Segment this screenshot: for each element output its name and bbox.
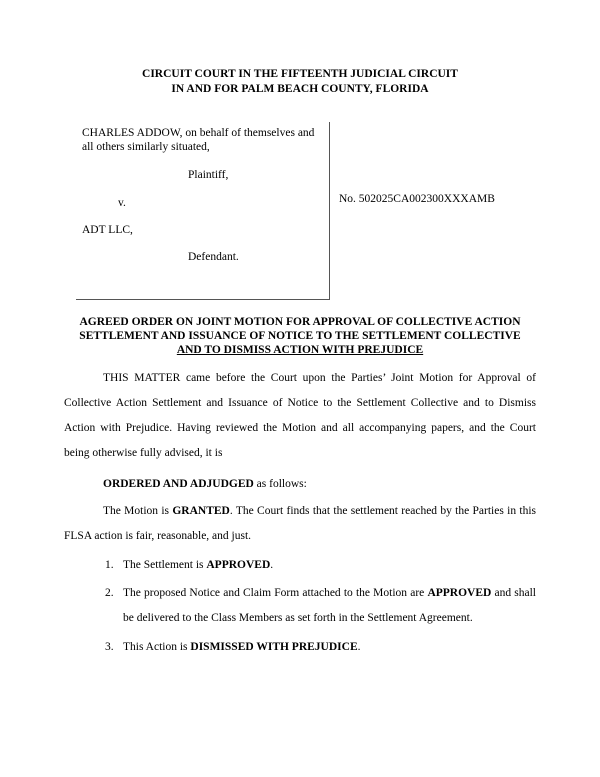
order-title [0,315,600,357]
order-item-bold: APPROVED [427,587,492,599]
ordered-heading: ORDERED AND ADJUDGED [103,478,254,490]
court-header-line-1: CIRCUIT COURT IN THE FIFTEENTH JUDICIAL CIRCUIT [142,68,458,80]
order-item-text-post: and shall be delivered to the Class Members as set forth in the Settlement Agreement. [123,587,536,624]
motion-granted: GRANTED [172,505,230,517]
order-item-text-pre: The Settlement is [123,559,207,571]
defendant-name: ADT LLC, [82,224,133,236]
order-item-number: 2. [105,587,114,599]
order-item-text [123,553,536,578]
plaintiff-role: Plaintiff, [188,169,229,181]
intro-paragraph: THIS MATTER came before the Court upon the Parties’ Joint Motion for Approval of Collective Action Settlement and Issuance of Notice to the Settlement Collective and to Dismiss Action with Prejudice. Having reviewed the Motion and all accompanying papers, and the Court being otherwise fully advised, it is [64,372,536,459]
ordered-paragraph [64,472,536,497]
order-title-line-2: SETTLEMENT AND ISSUANCE OF NOTICE TO THE SETTLEMENT COLLECTIVE [79,330,521,342]
motion-text-pre: The Motion is [103,505,173,517]
order-item-text-pre: This Action is [123,641,191,653]
versus-label: v. [118,197,126,209]
plaintiff-name-line-1: CHARLES ADDOW, on behalf of themselves and [82,127,315,139]
order-item-bold: DISMISSED WITH PREJUDICE [190,641,358,653]
order-item-number: 1. [105,559,114,571]
court-header [0,67,600,97]
order-item-bold: APPROVED [206,559,271,571]
motion-paragraph [64,499,536,549]
order-title-line-1: AGREED ORDER ON JOINT MOTION FOR APPROVAL OF COLLECTIVE ACTION [79,316,521,328]
order-item-text [123,581,536,631]
order-item-1 [105,553,536,578]
order-item-text-post: . [270,559,274,571]
ordered-suffix: as follows: [253,478,307,490]
defendant-role: Defendant. [188,251,239,263]
order-item-2 [105,581,536,631]
motion-text-post: . The Court finds that the settlement reached by the Parties in this FLSA action is fair, reasonable, and just. [64,505,536,542]
order-item-text-pre: The proposed Notice and Claim Form attached to the Motion are [123,587,428,599]
order-title-line-3: AND TO DISMISS ACTION WITH PREJUDICE [176,344,424,356]
order-item-text [123,635,536,660]
plaintiff-name-line-2: all others similarly situated, [82,141,210,153]
case-caption [76,122,330,300]
order-item-number: 3. [105,641,114,653]
order-item-text-post: . [357,641,361,653]
case-number: No. 502025CA002300XXXAMB [339,193,495,205]
court-header-line-2: IN AND FOR PALM BEACH COUNTY, FLORIDA [171,83,429,95]
order-item-3 [105,635,536,660]
